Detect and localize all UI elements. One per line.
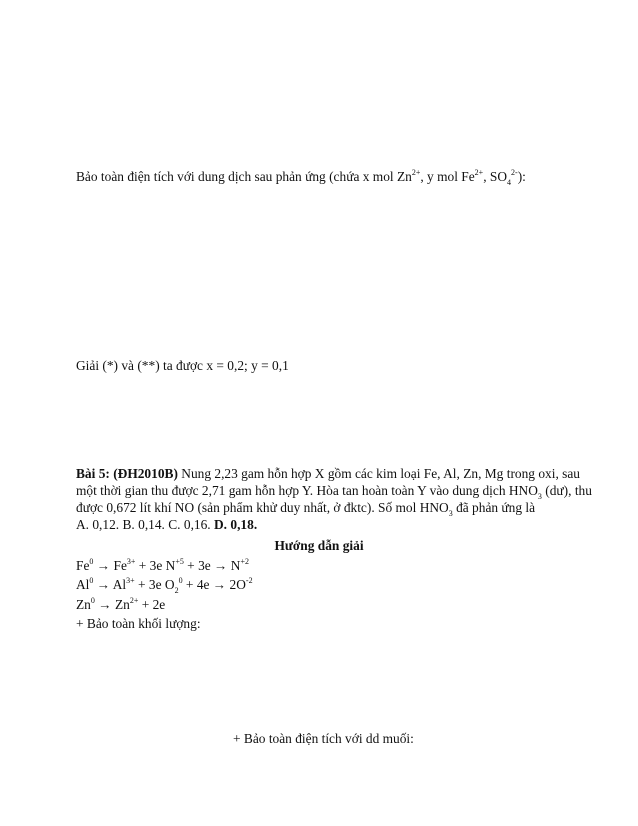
superscript: 0 xyxy=(90,595,95,605)
solution-heading: Hướng dẫn giải xyxy=(274,538,364,553)
text-run: Nung 2,23 gam hỗn hợp X gồm các kim loại Fe, Al, Zn, Mg trong oxi, sau xyxy=(177,466,580,481)
subscript: 4 xyxy=(507,177,512,187)
superscript: 0 xyxy=(178,575,183,585)
subscript: 3 xyxy=(448,508,453,518)
superscript: +5 xyxy=(175,556,184,566)
text-run: + 3e O xyxy=(134,577,175,592)
text-run: Zn xyxy=(76,597,91,612)
problem-line-2 xyxy=(76,482,592,499)
text-run: , SO xyxy=(483,169,508,184)
text-run: Al xyxy=(76,577,90,592)
text-run: Bảo toàn điện tích với dung dịch sau phản ứng (chứa x mol Zn xyxy=(76,169,412,184)
equation-al xyxy=(76,576,253,593)
text-run: → Fe xyxy=(93,558,127,573)
superscript: +2 xyxy=(240,556,249,566)
problem-line-1 xyxy=(76,465,580,482)
salt-charge-conservation-line: + Bảo toàn điện tích với dd muối: xyxy=(233,731,414,746)
solution-result-line: Giải (*) và (**) ta được x = 0,2; y = 0,1 xyxy=(76,358,289,373)
text-run: (dư), thu xyxy=(541,483,592,498)
superscript: 0 xyxy=(89,556,94,566)
superscript: 3+ xyxy=(126,556,136,566)
text-run: Fe xyxy=(76,558,90,573)
text-run: + 2e xyxy=(138,597,166,612)
text-run: , y mol Fe xyxy=(420,169,475,184)
text-run: + 3e → N xyxy=(183,558,241,573)
options-text: A. 0,12. B. 0,14. C. 0,16. xyxy=(76,517,215,532)
equation-zn xyxy=(76,596,165,613)
text-run: + 3e N xyxy=(135,558,176,573)
answer-options xyxy=(76,516,257,533)
text-run: → Zn xyxy=(94,597,130,612)
text-run: ): xyxy=(517,169,526,184)
problem-label: Bài 5: (ĐH2010B) xyxy=(76,466,178,481)
mass-conservation-line: + Bảo toàn khối lượng: xyxy=(76,616,201,631)
superscript: 2- xyxy=(511,167,518,177)
charge-conservation-line xyxy=(76,168,526,185)
text-run: đã phản ứng là xyxy=(452,500,536,515)
superscript: 2+ xyxy=(129,595,139,605)
superscript: 0 xyxy=(89,575,94,585)
text-run: → Al xyxy=(93,577,127,592)
superscript: 2+ xyxy=(474,167,484,177)
correct-answer: D. 0,18. xyxy=(214,517,258,532)
subscript: 3 xyxy=(537,491,542,501)
superscript: 3+ xyxy=(126,575,135,585)
problem-line-3 xyxy=(76,499,535,516)
subscript: 2 xyxy=(174,585,179,595)
equation-fe xyxy=(76,557,249,574)
text-run: được 0,672 lít khí NO (sản phẩm khử duy nhất, ở đktc). Số mol HNO xyxy=(76,500,449,515)
text-run: một thời gian thu được 2,71 gam hỗn hợp Y. Hòa tan hoàn toàn Y vào dung dịch HNO xyxy=(76,483,538,498)
superscript: 2+ xyxy=(411,167,421,177)
text-run: + 4e → 2O xyxy=(182,577,246,592)
superscript: -2 xyxy=(245,575,253,585)
